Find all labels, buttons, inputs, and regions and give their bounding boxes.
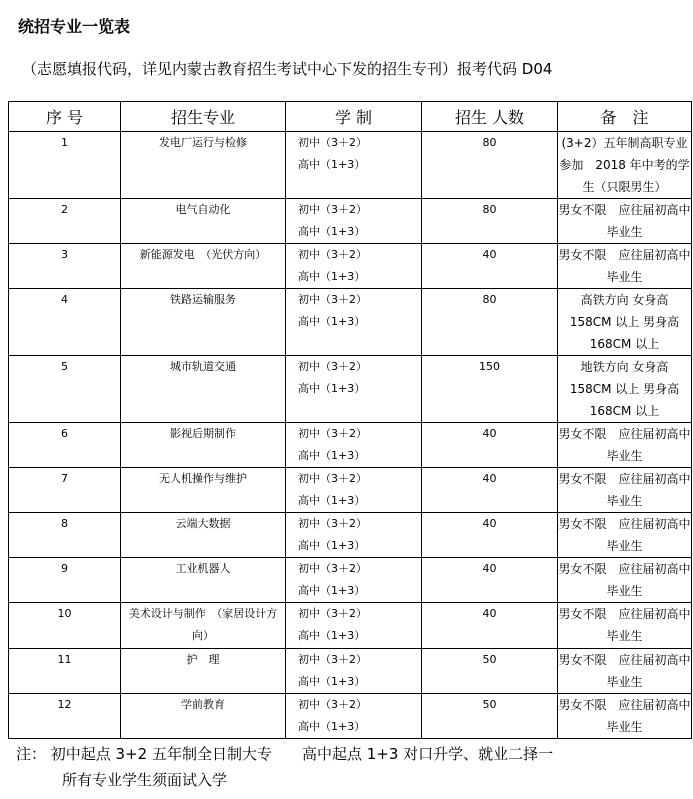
cell-system bbox=[286, 289, 422, 356]
cell-note: 男女不限 应往届初高中毕业生 bbox=[558, 244, 692, 289]
cell-system bbox=[286, 694, 422, 739]
system-senior: 高中（1+3） bbox=[298, 539, 366, 552]
header-major: 招生专业 bbox=[121, 102, 286, 132]
cell-no: 12 bbox=[9, 694, 121, 739]
cell-note: 男女不限 应往届初高中毕业生 bbox=[558, 423, 692, 468]
table-row bbox=[9, 513, 692, 558]
cell-major: 护 理 bbox=[121, 649, 286, 694]
cell-count: 150 bbox=[422, 356, 558, 423]
cell-system bbox=[286, 603, 422, 649]
footnote-line-2: 所有专业学生须面试入学 bbox=[62, 771, 228, 789]
cell-count: 40 bbox=[422, 558, 558, 603]
cell-no: 9 bbox=[9, 558, 121, 603]
system-junior: 初中（3＋2） bbox=[298, 607, 367, 620]
cell-system bbox=[286, 132, 422, 199]
system-senior: 高中（1+3） bbox=[298, 494, 366, 507]
table-row bbox=[9, 468, 692, 513]
cell-note: 男女不限 应往届初高中毕业生 bbox=[558, 558, 692, 603]
cell-no: 10 bbox=[9, 603, 121, 649]
cell-major: 影视后期制作 bbox=[121, 423, 286, 468]
table-row bbox=[9, 132, 692, 199]
cell-system bbox=[286, 558, 422, 603]
system-senior: 高中（1+3） bbox=[298, 382, 366, 395]
cell-no: 8 bbox=[9, 513, 121, 558]
cell-major: 工业机器人 bbox=[121, 558, 286, 603]
cell-system bbox=[286, 468, 422, 513]
cell-major: 云端大数据 bbox=[121, 513, 286, 558]
system-senior: 高中（1+3） bbox=[298, 158, 366, 171]
table-row bbox=[9, 199, 692, 244]
cell-no: 4 bbox=[9, 289, 121, 356]
cell-count: 80 bbox=[422, 132, 558, 199]
cell-major: 美术设计与制作 （家居设计方向） bbox=[121, 603, 286, 649]
cell-system bbox=[286, 356, 422, 423]
system-senior: 高中（1+3） bbox=[298, 270, 366, 283]
footnote-line-1: 注： 初中起点 3+2 五年制全日制大专 高中起点 1+3 对口升学、就业二择一 bbox=[16, 745, 554, 763]
cell-count: 80 bbox=[422, 289, 558, 356]
table-row bbox=[9, 244, 692, 289]
cell-major: 电气自动化 bbox=[121, 199, 286, 244]
cell-no: 3 bbox=[9, 244, 121, 289]
system-junior: 初中（3＋2） bbox=[298, 472, 367, 485]
table-header-row bbox=[9, 102, 692, 132]
cell-count: 80 bbox=[422, 199, 558, 244]
cell-major: 学前教育 bbox=[121, 694, 286, 739]
system-junior: 初中（3＋2） bbox=[298, 698, 367, 711]
cell-note: 男女不限 应往届初高中毕业生 bbox=[558, 468, 692, 513]
system-senior: 高中（1+3） bbox=[298, 675, 366, 688]
system-junior: 初中（3＋2） bbox=[298, 517, 367, 530]
table-body bbox=[9, 132, 692, 739]
cell-note: 男女不限 应往届初高中毕业生 bbox=[558, 694, 692, 739]
system-senior: 高中（1+3） bbox=[298, 315, 366, 328]
header-no: 序 号 bbox=[9, 102, 121, 132]
page-title: 统招专业一览表 bbox=[18, 17, 131, 36]
table-row bbox=[9, 558, 692, 603]
cell-note: 男女不限 应往届初高中毕业生 bbox=[558, 649, 692, 694]
cell-system bbox=[286, 513, 422, 558]
system-junior: 初中（3＋2） bbox=[298, 653, 367, 666]
cell-note: 高铁方向 女身高 158CM 以上 男身高 168CM 以上 bbox=[558, 289, 692, 356]
system-junior: 初中（3＋2） bbox=[298, 136, 367, 149]
cell-major: 铁路运输服务 bbox=[121, 289, 286, 356]
majors-table bbox=[8, 101, 692, 739]
cell-count: 50 bbox=[422, 649, 558, 694]
cell-note: 地铁方向 女身高 158CM 以上 男身高 168CM 以上 bbox=[558, 356, 692, 423]
system-senior: 高中（1+3） bbox=[298, 720, 366, 733]
cell-no: 7 bbox=[9, 468, 121, 513]
cell-no: 2 bbox=[9, 199, 121, 244]
system-senior: 高中（1+3） bbox=[298, 629, 366, 642]
cell-no: 11 bbox=[9, 649, 121, 694]
table-row bbox=[9, 356, 692, 423]
cell-count: 40 bbox=[422, 244, 558, 289]
cell-count: 50 bbox=[422, 694, 558, 739]
cell-major: 城市轨道交通 bbox=[121, 356, 286, 423]
system-senior: 高中（1+3） bbox=[298, 584, 366, 597]
system-junior: 初中（3＋2） bbox=[298, 360, 367, 373]
cell-count: 40 bbox=[422, 603, 558, 649]
cell-major: 无人机操作与维护 bbox=[121, 468, 286, 513]
cell-major: 新能源发电 （光伏方向） bbox=[121, 244, 286, 289]
cell-note: 男女不限 应往届初高中毕业生 bbox=[558, 603, 692, 649]
cell-system bbox=[286, 199, 422, 244]
cell-note: 男女不限 应往届初高中毕业生 bbox=[558, 513, 692, 558]
table-row bbox=[9, 603, 692, 649]
system-junior: 初中（3＋2） bbox=[298, 427, 367, 440]
table-row bbox=[9, 694, 692, 739]
header-count: 招生 人数 bbox=[422, 102, 558, 132]
header-system: 学 制 bbox=[286, 102, 422, 132]
system-senior: 高中（1+3） bbox=[298, 449, 366, 462]
cell-no: 5 bbox=[9, 356, 121, 423]
cell-system bbox=[286, 649, 422, 694]
cell-major: 发电厂运行与检修 bbox=[121, 132, 286, 199]
cell-system bbox=[286, 423, 422, 468]
system-junior: 初中（3＋2） bbox=[298, 293, 367, 306]
cell-no: 1 bbox=[9, 132, 121, 199]
page-subtitle: （志愿填报代码，详见内蒙古教育招生考试中心下发的招生专刊）报考代码 D04 bbox=[22, 60, 553, 78]
header-note: 备 注 bbox=[558, 102, 692, 132]
footnote bbox=[16, 741, 553, 793]
system-junior: 初中（3＋2） bbox=[298, 203, 367, 216]
cell-note: 男女不限 应往届初高中毕业生 bbox=[558, 199, 692, 244]
cell-count: 40 bbox=[422, 423, 558, 468]
table-row bbox=[9, 423, 692, 468]
cell-note: (3+2）五年制高职专业参加 2018 年中考的学生（只限男生） bbox=[558, 132, 692, 199]
cell-count: 40 bbox=[422, 468, 558, 513]
cell-system bbox=[286, 244, 422, 289]
cell-no: 6 bbox=[9, 423, 121, 468]
cell-count: 40 bbox=[422, 513, 558, 558]
table-row bbox=[9, 289, 692, 356]
system-junior: 初中（3＋2） bbox=[298, 562, 367, 575]
system-senior: 高中（1+3） bbox=[298, 225, 366, 238]
system-junior: 初中（3＋2） bbox=[298, 248, 367, 261]
table-row bbox=[9, 649, 692, 694]
